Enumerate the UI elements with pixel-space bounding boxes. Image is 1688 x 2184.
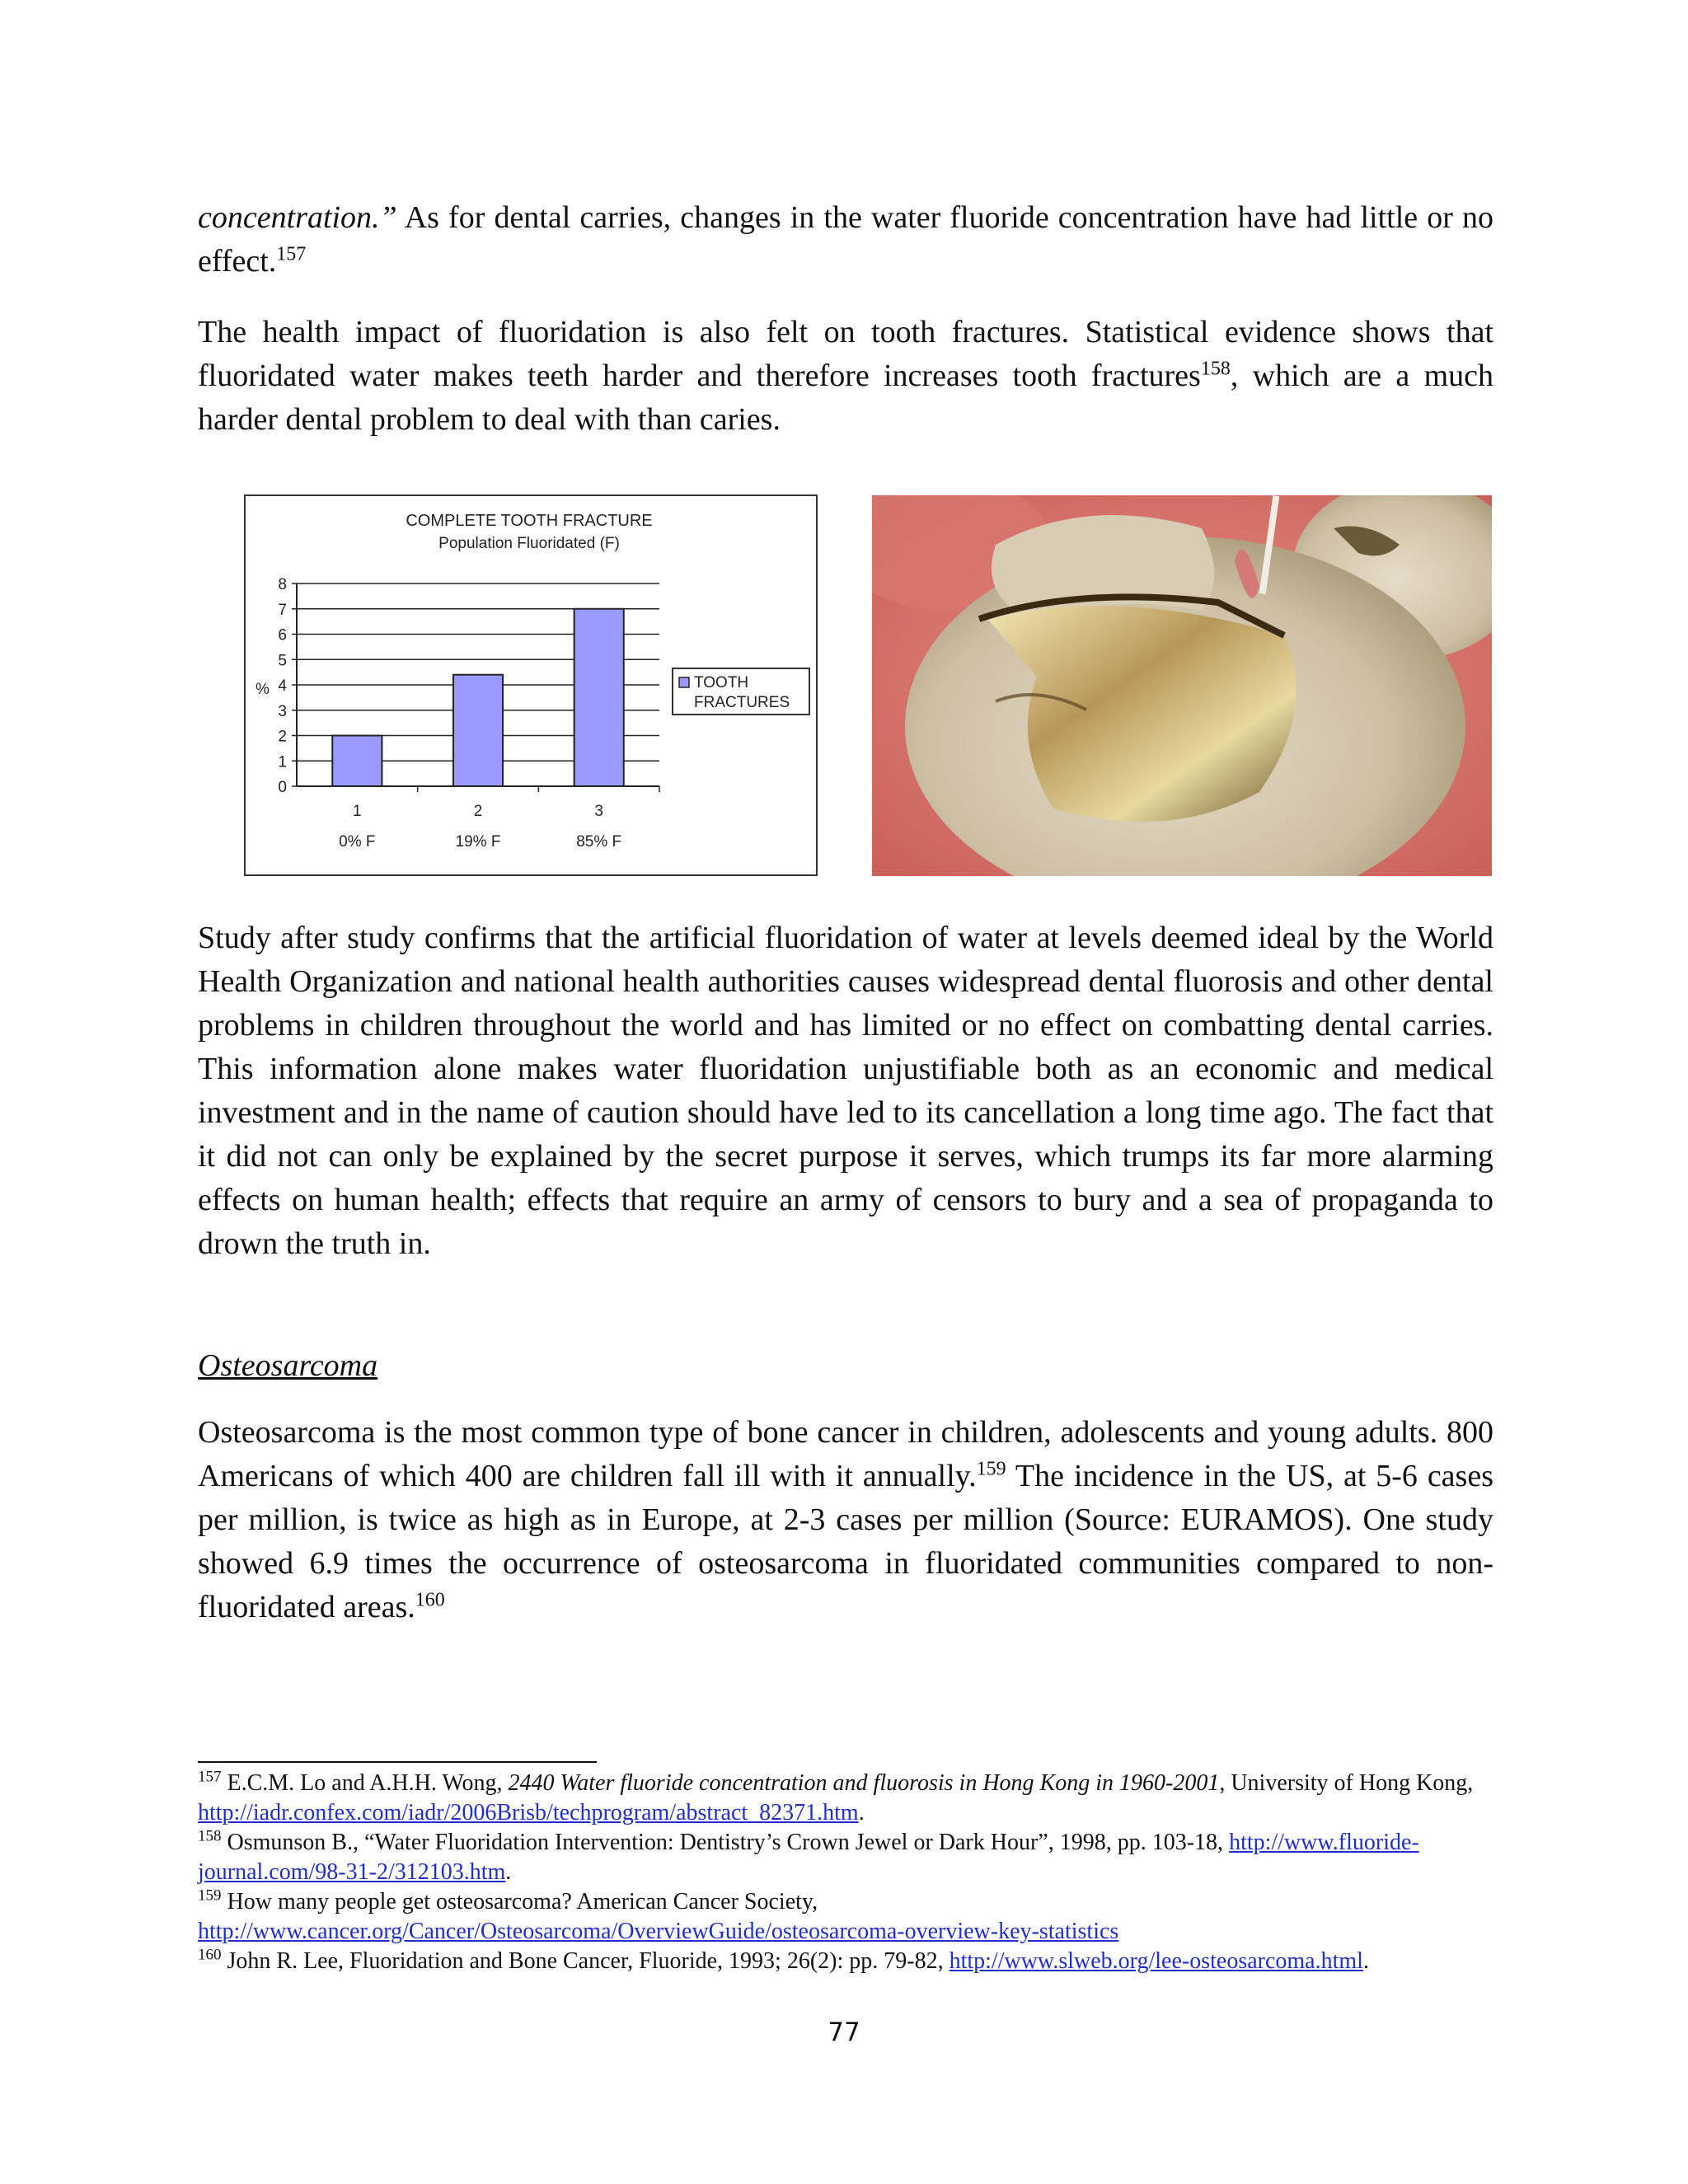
x-category-sublabel: 19% F	[455, 833, 501, 851]
footnote-158	[198, 1828, 1493, 1887]
footnote-end: .	[858, 1800, 865, 1825]
footnote-text: How many people get osteosarcoma? American Cancer Society,	[221, 1889, 818, 1915]
y-tick-label: 3	[278, 702, 287, 720]
paragraph-4-text-b: The incidence in the US, at 5-6 cases per million, is twice as high as in Europe, at 2-3 cases per million (Source: EURAMOS). One study showed 6.9 times the occurrence of osteosarcoma in fluoridated communities compared to non-fluoridated areas.	[198, 1459, 1493, 1624]
footnote-ref-160[interactable]: 160	[415, 1589, 445, 1611]
footnote-159	[198, 1887, 1493, 1947]
footnote-number: 159	[198, 1886, 222, 1905]
chart-title: COMPLETE TOOTH FRACTURE	[406, 512, 653, 530]
legend-swatch	[679, 677, 689, 687]
footnote-link[interactable]: http://www.fluoride-journal.com/98-31-2/312103.htm	[198, 1830, 1419, 1885]
bar-1	[332, 736, 382, 787]
italic-lead: concentration.”	[198, 200, 397, 235]
x-tick-label: 3	[594, 803, 603, 820]
footnote-number: 160	[198, 1946, 222, 1964]
paragraph-4	[198, 1411, 1493, 1629]
legend-label-line-2: FRACTURES	[694, 694, 790, 711]
footnote-text: John R. Lee, Fluoridation and Bone Cancer, Fluoride, 1993; 26(2): pp. 79-82,	[221, 1948, 950, 1974]
page-number: 77	[828, 2018, 860, 2047]
y-axis-label: %	[256, 681, 270, 698]
footnote-link[interactable]: http://iadr.confex.com/iadr/2006Brisb/techprogram/abstract_82371.htm	[198, 1800, 859, 1825]
y-tick-label: 8	[278, 576, 287, 593]
footnote-link[interactable]: http://www.cancer.org/Cancer/Osteosarcoma/OverviewGuide/osteosarcoma-overview-key-statistics	[198, 1919, 1119, 1944]
x-tick-label: 1	[353, 803, 362, 820]
tooth-fracture-chart	[244, 494, 818, 876]
legend-label-line-1: TOOTH	[694, 674, 749, 691]
paragraph-2-text-a: The health impact of fluoridation is also felt on tooth fractures. Statistical evidence shows that fluoridated water makes teeth harder and therefore increases tooth fractures	[198, 315, 1493, 393]
y-tick-label: 6	[278, 626, 287, 644]
footnote-title: 2440 Water fluoride concentration and fluorosis in Hong Kong in 1960-2001	[508, 1770, 1220, 1796]
y-tick-label: 2	[278, 728, 287, 746]
x-category-sublabel: 85% F	[576, 833, 622, 851]
paragraph-1-text: As for dental carries, changes in the water fluoride concentration have had little or no effect.	[198, 200, 1493, 279]
bar-2	[453, 675, 503, 786]
y-tick-label: 4	[278, 677, 287, 695]
y-tick-label: 5	[278, 652, 287, 670]
section-heading-osteosarcoma: Osteosarcoma	[198, 1348, 378, 1383]
fractured-tooth-image	[872, 495, 1492, 876]
tooth-fracture-photo	[872, 495, 1492, 876]
y-tick-label: 1	[278, 753, 287, 771]
footnote-160	[198, 1947, 1493, 1976]
footnote-number: 157	[198, 1768, 222, 1786]
paragraph-2	[198, 311, 1493, 442]
paragraph-2-text-b: , which are a much harder dental problem to deal with than caries.	[198, 359, 1494, 437]
footnote-ref-159[interactable]: 159	[976, 1458, 1006, 1480]
footnote-link[interactable]: http://www.slweb.org/lee-osteosarcoma.html	[949, 1948, 1363, 1974]
x-category-sublabel: 0% F	[339, 833, 376, 851]
footnote-number: 158	[198, 1827, 222, 1845]
y-tick-label: 7	[278, 601, 287, 619]
x-tick-label: 2	[473, 803, 483, 820]
paragraph-4-text-a: Osteosarcoma is the most common type of bone cancer in children, adolescents and young adults. 800 Americans of which 400 are children fall ill with it annually.	[198, 1415, 1493, 1493]
paragraph-3: Study after study confirms that the artificial fluoridation of water at levels deemed ideal by the World Health Organization and national health authorities causes widespread dental fluorosis and other dental problems in children throughout the world and has limited or no effect on combatting dental carries. This information alone makes water fluoridation unjustifiable both as an economic and medical investment and in the name of caution should have led to its cancellation a long time ago. The fact that it did not can only be explained by the secret purpose it serves, which trumps its far more alarming effects on human health; effects that require an army of censors to bury and a sea of propaganda to drown the truth in.	[198, 921, 1493, 1261]
chart-subtitle: Population Fluoridated (F)	[438, 535, 620, 552]
footnote-text: , University of Hong Kong,	[1219, 1770, 1474, 1796]
footnote-text: Osmunson B., “Water Fluoridation Intervention: Dentistry’s Crown Jewel or Dark Hour”, 1998, pp. 103-18,	[221, 1830, 1230, 1855]
footnote-ref-157[interactable]: 157	[276, 243, 307, 265]
footnote-end: .	[1362, 1948, 1369, 1974]
chart-svg	[246, 496, 816, 874]
footnote-157	[198, 1769, 1493, 1828]
bar-3	[574, 609, 624, 786]
footnote-divider	[198, 1761, 597, 1763]
footnote-text: E.C.M. Lo and A.H.H. Wong,	[221, 1770, 509, 1796]
paragraph-1	[198, 196, 1493, 284]
y-tick-label: 0	[278, 779, 287, 796]
footnote-ref-158[interactable]: 158	[1200, 358, 1231, 380]
footnote-end: .	[505, 1859, 512, 1885]
